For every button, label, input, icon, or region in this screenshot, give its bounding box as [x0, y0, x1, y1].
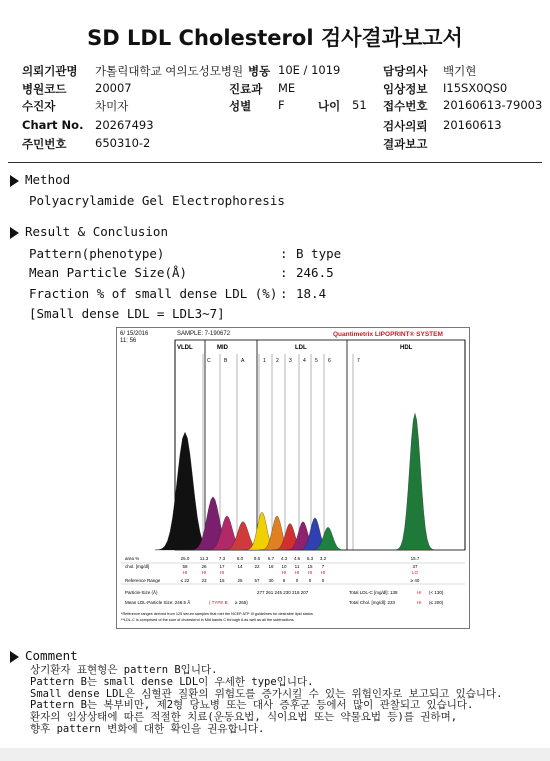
total-chol-text: Total Chol. [mg/dl]: 233 [349, 600, 396, 605]
clinical-label: 임상정보 [383, 82, 428, 96]
chart-no-value: 20267493 [95, 118, 154, 132]
chart-date: 6/ 15/2016 11: 56 [120, 331, 149, 344]
table-cell: 9.6 [253, 556, 261, 561]
report-label: 결과보고 [383, 137, 428, 151]
table-cell: 6 [282, 578, 286, 583]
institution-label: 의뢰기관명 [22, 64, 78, 78]
doctor-label: 담당의사 [383, 64, 428, 78]
region-label: VLDL [177, 345, 193, 351]
table-cell: HI [219, 570, 225, 575]
chart-no-label: Chart No. [22, 118, 84, 132]
page-footer-bar [0, 748, 550, 761]
table-row-label: area % [125, 556, 140, 561]
particle-size-label: Particle-Size (Å) [125, 590, 158, 595]
region-label: HDL [400, 345, 413, 351]
comment-heading [10, 648, 78, 663]
band-label: 7 [357, 358, 360, 364]
fraction-colon: : [280, 286, 288, 301]
table-cell: 6.3 [306, 556, 314, 561]
age-label: 나이 [318, 99, 341, 113]
band-label: C [207, 358, 211, 364]
table-cell: LO [411, 570, 419, 575]
dept-label: 진료과 [229, 82, 263, 96]
table-cell: 10 [281, 564, 287, 569]
type-ref: ≥ 265) [235, 600, 248, 605]
band-label: 3 [289, 358, 292, 364]
code-label: 병원코드 [22, 82, 67, 96]
profile-peak [394, 413, 436, 550]
dept-value: ME [278, 81, 296, 95]
doctor-value: 백기현 [443, 64, 477, 78]
table-cell: 26 [201, 564, 207, 569]
comment-heading-text: Comment [25, 648, 78, 663]
total-ldl-text: Total LDL-C [mg/dl]: 138 [349, 590, 398, 595]
table-cell: 4.3 [280, 556, 288, 561]
bullet-icon [10, 175, 19, 187]
report-title: SD LDL Cholesterol 검사결과보고서 [87, 26, 463, 50]
table-cell: 15 [307, 564, 313, 569]
table-cell: 14 [237, 564, 243, 569]
table-cell: 7.3 [218, 556, 226, 561]
comment-text: 상기환자 표현형은 pattern B입니다. Pattern B는 small dense LDL이 우세한 type입니다. Small dense LDL은 심혈관 질환의 위험도를 증가시킬 수 있는 위험인자로 보고되고 있습니다. Pattern B는 복부비만, 제2형 당뇨병 또는 대사 증후군 등에서 많이 관찰되고 있습니다. 환자의 임상상태에 따른 적절한 치료(운동요법, 식이요법 또는 약물요법 등)를 권하며, 향후 pattern 변화에 대한 확인을 권유합니다. [30, 664, 503, 735]
table-cell: 11 [294, 564, 300, 569]
mean-size-text: Mean LDL-Particle Size: 246.5 Å [125, 600, 191, 605]
header-divider [8, 162, 542, 163]
age-value: 51 [352, 98, 367, 112]
table-cell: 30 [268, 578, 274, 583]
request-label: 검사의뢰 [383, 119, 428, 133]
total-chol-ref: (≤ 200) [429, 600, 444, 605]
table-cell: 25.0 [180, 556, 190, 561]
size-label: Mean Particle Size(Å) [29, 265, 188, 280]
table-cell: 57 [254, 578, 260, 583]
table-cell: 11.3 [199, 556, 209, 561]
table-cell: 15.7 [410, 556, 420, 561]
method-heading-text: Method [25, 172, 71, 187]
footnote: *Reference ranges derived from 125 serum samples that met the NCEP ATP III guidelines for desirable lipid status [121, 612, 313, 616]
patient-label: 수진자 [22, 99, 56, 113]
band-label: 2 [276, 358, 279, 364]
ward-label-visible: 병동 [248, 64, 271, 78]
bullet-icon [10, 227, 19, 239]
table-cell: HI [182, 570, 188, 575]
size-value: 246.5 [296, 265, 334, 280]
table-cell: 15 [219, 578, 225, 583]
size-colon: : [280, 265, 288, 280]
lipoprint-chart [116, 327, 470, 629]
total-chol-flag: HI [417, 600, 422, 605]
table-cell: 25 [237, 578, 243, 583]
sex-label: 성별 [229, 99, 252, 113]
region-label: MID [217, 345, 228, 351]
table-cell: 6.7 [267, 556, 275, 561]
pattern-colon: : [280, 246, 288, 261]
band-label: A [241, 358, 245, 364]
table-cell: 58 [182, 564, 188, 569]
type-text: ( TYPE B [209, 600, 228, 605]
band-label: 1 [263, 358, 266, 364]
method-text: Polyacrylamide Gel Electrophoresis [29, 193, 285, 208]
sex-value: F [278, 98, 285, 112]
particle-sizes: 277 261 245 230 218 207 [257, 590, 309, 595]
table-row-label: Reference Range [125, 578, 161, 583]
table-cell: HI [201, 570, 207, 575]
code-value: 20007 [95, 81, 132, 95]
band-label: 4 [303, 358, 306, 364]
id-value: 650310-2 [95, 136, 151, 150]
fraction-label: Fraction % of small dense LDL (%) [29, 286, 278, 301]
table-row-label: chol. [mg/dl] [125, 564, 150, 569]
receipt-value: 20160613-79003 [443, 98, 543, 112]
table-cell: 0 [295, 578, 299, 583]
table-cell: HI [281, 570, 287, 575]
table-cell: 23 [201, 578, 207, 583]
table-cell: HI [307, 570, 313, 575]
table-cell: 6.0 [236, 556, 244, 561]
clinical-value: I15SX0QS0 [443, 81, 508, 95]
chart-sample: SAMPLE: 7-190672 [177, 331, 231, 337]
band-label: 5 [315, 358, 318, 364]
id-label: 주민번호 [22, 137, 67, 151]
total-ldl-flag: HI [417, 590, 422, 595]
table-cell: HI [320, 570, 326, 575]
bullet-icon [10, 651, 19, 663]
region-label: LDL [295, 345, 307, 351]
total-ldl-ref: (< 130) [429, 590, 444, 595]
table-cell: 0 [321, 578, 325, 583]
footnote: **LDL-C is comprised of the sum of cholesterol in Mid bands C through A as well as all the subfractions [121, 618, 294, 622]
table-cell: ≥ 40 [410, 578, 420, 583]
result-heading-text: Result & Conclusion [25, 224, 168, 239]
patient-value: 차미자 [95, 99, 129, 113]
table-cell: 17 [219, 564, 225, 569]
band-label: 6 [328, 358, 331, 364]
table-cell: ≤ 22 [180, 578, 190, 583]
table-cell: 22 [254, 564, 260, 569]
receipt-label: 접수번호 [383, 99, 428, 113]
band-label: B [224, 358, 228, 364]
institution-value: 가톨릭대학교 여의도성모병원 [95, 64, 244, 78]
ward-value: 10E / 1019 [278, 63, 341, 77]
result-heading [10, 224, 168, 239]
chart-brand: Quantimetrix LIPOPRINT® SYSTEM [333, 331, 443, 338]
table-cell: 0 [308, 578, 312, 583]
request-value: 20160613 [443, 118, 502, 132]
table-cell: 37 [412, 564, 418, 569]
fraction-value: 18.4 [296, 286, 327, 301]
small-dense-note: [Small dense LDL = LDL3~7] [29, 306, 225, 321]
table-cell: 7 [321, 564, 325, 569]
pattern-value: B type [296, 246, 342, 261]
table-cell: HI [294, 570, 300, 575]
method-heading [10, 172, 70, 187]
pattern-label: Pattern(phenotype) [29, 246, 165, 261]
table-cell: 3.2 [319, 556, 327, 561]
table-cell: 16 [268, 564, 274, 569]
lipoprint-svg [117, 328, 469, 628]
table-cell: 4.6 [293, 556, 301, 561]
